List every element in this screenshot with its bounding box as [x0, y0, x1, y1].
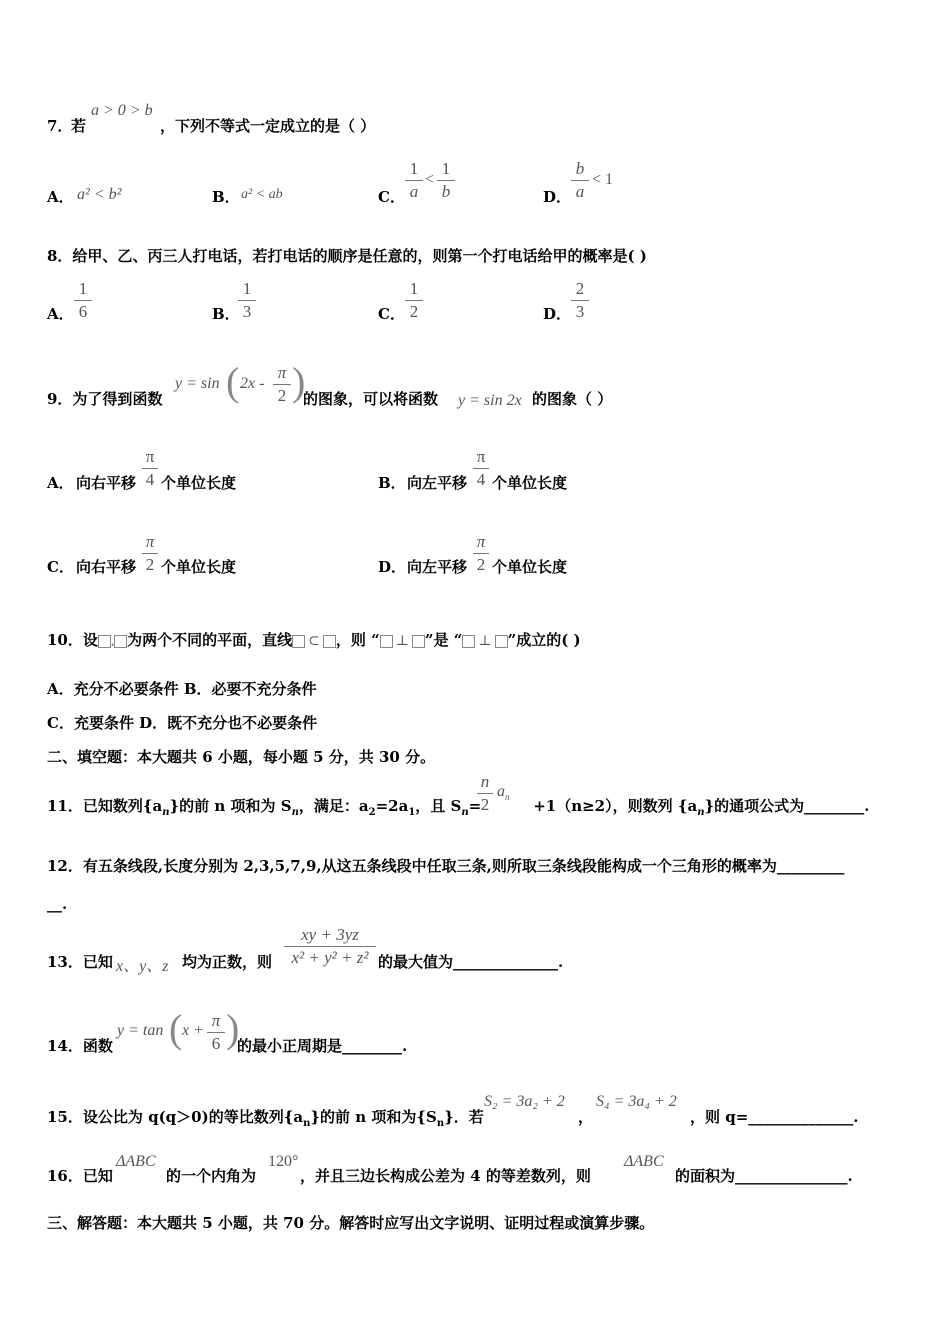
q13-vars: x、y、z	[116, 958, 169, 975]
q9-option-d-post: 个单位长度	[492, 558, 568, 576]
placeholder-glyph-icon	[412, 635, 425, 648]
q11-line: 11．已知数列$\{a_n\}$的前 n 项和为 $S_n$，满足：$a_2=2a_1$，且 $S_n= +1(n\ge 2)$，则数列 $\{a_n\}$的通项公式为________.	[47, 797, 870, 818]
q16-tri2: ΔABC	[624, 1153, 664, 1170]
q7-number: 7．	[47, 117, 73, 135]
q10-p3: ”是 “	[424, 631, 463, 649]
q10-line: 10．设 , 为两个不同的平面，直线 ⊂ ，则 “ ⊥ ”是 “ ⊥ ”成立的( )	[47, 631, 581, 649]
q16-p1: 的一个内角为	[166, 1167, 257, 1185]
placeholder-glyph-icon	[98, 635, 111, 648]
q9-option-a-pre: 向右平移	[76, 474, 137, 492]
q7-option-c-rel: <	[425, 171, 435, 188]
q7-option-a-label: A．	[47, 188, 74, 206]
q8-option-c-frac: 1 2	[404, 278, 424, 323]
q9-option-c-label: C．	[47, 558, 74, 576]
q10-perp1: ⊥	[395, 634, 409, 649]
q14-pre: 14．函数	[47, 1037, 113, 1055]
q8-stem: 8．给甲、乙、丙三人打电话，若打电话的顺序是任意的，则第一个打电话给甲的概率是( )	[47, 247, 647, 265]
q14-post: 的最小正周期是________.	[237, 1037, 408, 1055]
q9-option-b-post: 个单位长度	[492, 474, 568, 492]
q9-option-a-post: 个单位长度	[161, 474, 237, 492]
q9-option-a-label: A．	[47, 474, 74, 492]
q8-option-b-frac: 1 3	[237, 278, 257, 323]
q9-rparen: )	[292, 359, 306, 404]
q13-frac: xy + 3yz x² + y² + z²	[283, 924, 377, 969]
q14-rparen: )	[226, 1006, 240, 1051]
q9-option-d-pre: 向左平移	[407, 558, 468, 576]
q14-arg: x +	[182, 1022, 204, 1039]
q10-p4: ”成立的( )	[507, 631, 581, 649]
q9-option-c-frac: π 2	[141, 531, 159, 576]
q7-option-b: a² < ab	[241, 187, 283, 202]
q7-option-a: a² < b²	[77, 186, 122, 203]
q15-pre: 15．设公比为 q(q＞0)的等比数列$\{a_n\}$的前 n 项和为$\{S_n\}$．若	[47, 1108, 484, 1129]
section-2-heading: 二、填空题：本大题共 6 小题，每小题 5 分，共 30 分。	[47, 748, 436, 766]
q7-pre: 若	[71, 117, 87, 135]
q9-func2: y = sin 2x	[458, 392, 522, 409]
q9-option-b-pre: 向左平移	[407, 474, 468, 492]
q11-a: $a_n$	[497, 783, 510, 803]
q7-option-d-label: D．	[543, 188, 572, 206]
q15-post: ，则 q=______________.	[690, 1108, 859, 1126]
q7-option-b-label: B．	[212, 188, 240, 206]
placeholder-glyph-icon	[495, 635, 508, 648]
section-3-heading: 三、解答题：本大题共 5 小题，共 70 分。解答时应写出文字说明、证明过程或演算步骤。	[47, 1214, 655, 1232]
q9-option-a-frac: π 4	[141, 446, 159, 491]
q9-option-d-frac: π 2	[472, 531, 490, 576]
q8-option-a-label: A．	[47, 305, 74, 323]
q12-line1: 12．有五条线段,长度分别为 2,3,5,7,9,从这五条线段中任取三条,则所取三条线段能构成一个三角形的概率为_________	[47, 857, 845, 875]
q15-comma: ，	[578, 1108, 594, 1126]
q16-angle: 120°	[268, 1153, 299, 1170]
q14-func: y = tan	[117, 1022, 164, 1039]
q16-post: 的面积为_______________.	[675, 1167, 853, 1185]
placeholder-glyph-icon	[323, 635, 336, 648]
q7-option-c-frac2: 1 b	[436, 158, 456, 203]
q14-pi-frac: π 6	[206, 1010, 226, 1055]
q9-pre: 9．为了得到函数	[47, 390, 163, 408]
q8-option-d-label: D．	[543, 305, 572, 323]
q9-option-c-pre: 向右平移	[76, 558, 137, 576]
q7-option-c-label: C．	[378, 188, 405, 206]
q14-lparen: (	[169, 1006, 183, 1051]
q10-p1: 为两个不同的平面，直线	[127, 631, 293, 649]
q13-p1: 均为正数，则	[182, 953, 273, 971]
q8-option-d-frac: 2 3	[570, 278, 590, 323]
q10-options-ab: A．充分不必要条件 B．必要不充分条件	[47, 680, 317, 698]
placeholder-glyph-icon	[114, 635, 127, 648]
q15-eq2: S₄ = 3a₄ + 2	[596, 1093, 677, 1110]
q9-option-c-post: 个单位长度	[161, 558, 237, 576]
q16-pre: 16．已知	[47, 1167, 113, 1185]
q10-num: 10．设	[47, 631, 98, 649]
placeholder-glyph-icon	[380, 635, 393, 648]
q13-post: 的最大值为______________.	[378, 953, 564, 971]
q9-option-b-frac: π 4	[472, 446, 490, 491]
q10-perp2: ⊥	[478, 634, 492, 649]
q16-tri: ΔABC	[116, 1153, 156, 1170]
q8-option-c-label: C．	[378, 305, 405, 323]
q9-pi-frac: π 2	[272, 362, 292, 407]
q10-subset: ⊂	[308, 634, 320, 649]
q7-option-d-rel: < 1	[592, 171, 614, 188]
q15-eq1: S₂ = 3a₂ + 2	[484, 1093, 565, 1110]
q7-option-c-frac1: 1 a	[404, 158, 424, 203]
q10-p2: ，则 “	[335, 631, 380, 649]
q13-pre: 13．已知	[47, 953, 113, 971]
q12-line2: __.	[47, 895, 68, 913]
q9-arg: 2x -	[240, 375, 265, 392]
q7-stem: ，下列不等式一定成立的是（ ）	[160, 117, 376, 135]
q9-mid: 的图象，可以将函数	[303, 390, 439, 408]
q8-option-b-label: B．	[212, 305, 240, 323]
q16-p2: ，并且三边长构成公差为 4 的等差数列，则	[300, 1167, 591, 1185]
q10-options-cd: C．充要条件 D．既不充分也不必要条件	[47, 714, 318, 732]
q9-func1: y = sin	[175, 375, 220, 392]
q9-option-b-label: B．	[378, 474, 406, 492]
q9-lparen: (	[226, 359, 240, 404]
q7-condition: a > 0 > b	[91, 102, 153, 119]
q11-frac: n 2	[476, 771, 494, 816]
q9-option-d-label: D．	[378, 558, 407, 576]
q7-option-d-frac: b a	[570, 158, 590, 203]
q9-post: 的图象（ ）	[532, 390, 613, 408]
q8-option-a-frac: 1 6	[73, 278, 93, 323]
placeholder-glyph-icon	[292, 635, 305, 648]
placeholder-glyph-icon	[462, 635, 475, 648]
